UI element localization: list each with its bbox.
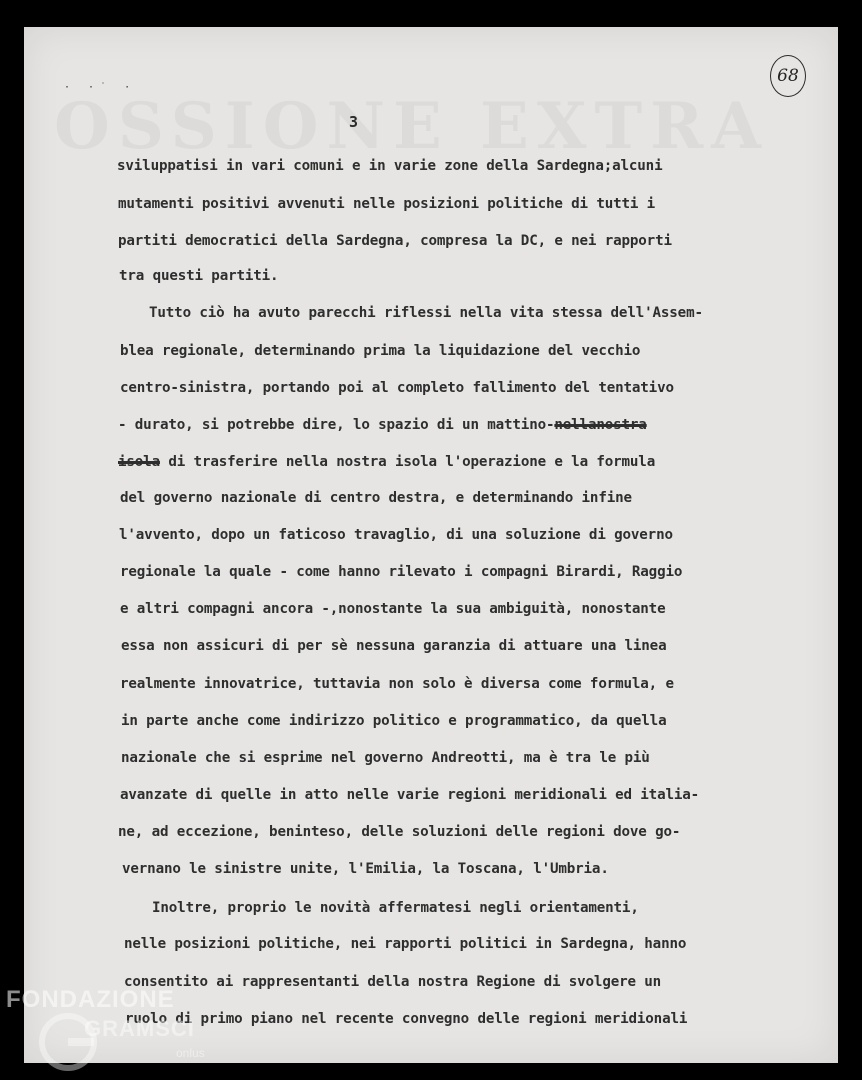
text-line: nelle posizioni politiche, nei rapporti politici in Sardegna, hanno <box>124 936 687 952</box>
text-line: in parte anche come indirizzo politico e programmatico, da quella <box>121 713 667 729</box>
struck-text: isola <box>118 454 160 470</box>
text-line <box>118 417 647 433</box>
text-line: vernano le sinistre unite, l'Emilia, la Toscana, l'Umbria. <box>122 861 609 877</box>
text-line: regionale la quale - come hanno rilevato i compagni Birardi, Raggio <box>120 564 683 580</box>
text-line: ne, ad eccezione, beninteso, delle soluzioni delle regioni dove go- <box>118 824 681 840</box>
text-line: avanzate di quelle in atto nelle varie regioni meridionali ed italia- <box>120 787 700 803</box>
text-line <box>118 454 655 470</box>
text-line: l'avvento, dopo un faticoso travaglio, di una soluzione di governo <box>119 527 673 543</box>
text-line: tra questi partiti. <box>119 268 279 284</box>
text-line: realmente innovatrice, tuttavia non solo è diversa come formula, e <box>120 676 674 692</box>
text-line: blea regionale, determinando prima la liquidazione del vecchio <box>120 343 641 359</box>
text-line: Inoltre, proprio le novità affermatesi negli orientamenti, <box>152 900 639 916</box>
text-line: e altri compagni ancora -,nonostante la sua ambiguità, nonostante <box>120 601 666 617</box>
text-line: mutamenti positivi avvenuti nelle posizioni politiche di tutti i <box>118 196 656 212</box>
text-line: sviluppatisi in vari comuni e in varie zone della Sardegna;alcuni <box>117 158 663 174</box>
struck-text: nellanostra <box>554 417 647 433</box>
text-line: nazionale che si esprime nel governo Andreotti, ma è tra le più <box>121 750 650 766</box>
text-line: essa non assicuri di per sè nessuna garanzia di attuare una linea <box>121 638 667 654</box>
text-line: Tutto ciò ha avuto parecchi riflessi nella vita stessa dell'Assem- <box>149 305 703 321</box>
text-line: del governo nazionale di centro destra, e determinando infine <box>120 490 632 506</box>
page-number: 3 <box>349 113 359 131</box>
watermark-line1: FONDAZIONE <box>6 986 175 1013</box>
text-line: consentito ai rappresentanti della nostra Regione di svolgere un <box>124 974 662 990</box>
paper-specks: · ·˙ · <box>64 82 137 93</box>
text-line: ruolo di primo piano nel recente convegno delle regioni meridionali <box>125 1011 688 1027</box>
text-line-main: di trasferire nella nostra isola l'operazione e la formula <box>168 454 656 470</box>
text-line-main: - durato, si potrebbe dire, lo spazio di un mattino- <box>118 417 555 433</box>
watermark-logo <box>6 986 216 1074</box>
archive-page-number: 68 <box>770 55 806 97</box>
watermark-suffix: onlus <box>176 1046 205 1060</box>
watermark-line2: GRAMSCI <box>84 1016 195 1041</box>
text-line: centro-sinistra, portando poi al completo fallimento del tentativo <box>120 380 674 396</box>
bleed-through-text <box>54 89 834 164</box>
text-line: partiti democratici della Sardegna, compresa la DC, e nei rapporti <box>118 233 672 249</box>
